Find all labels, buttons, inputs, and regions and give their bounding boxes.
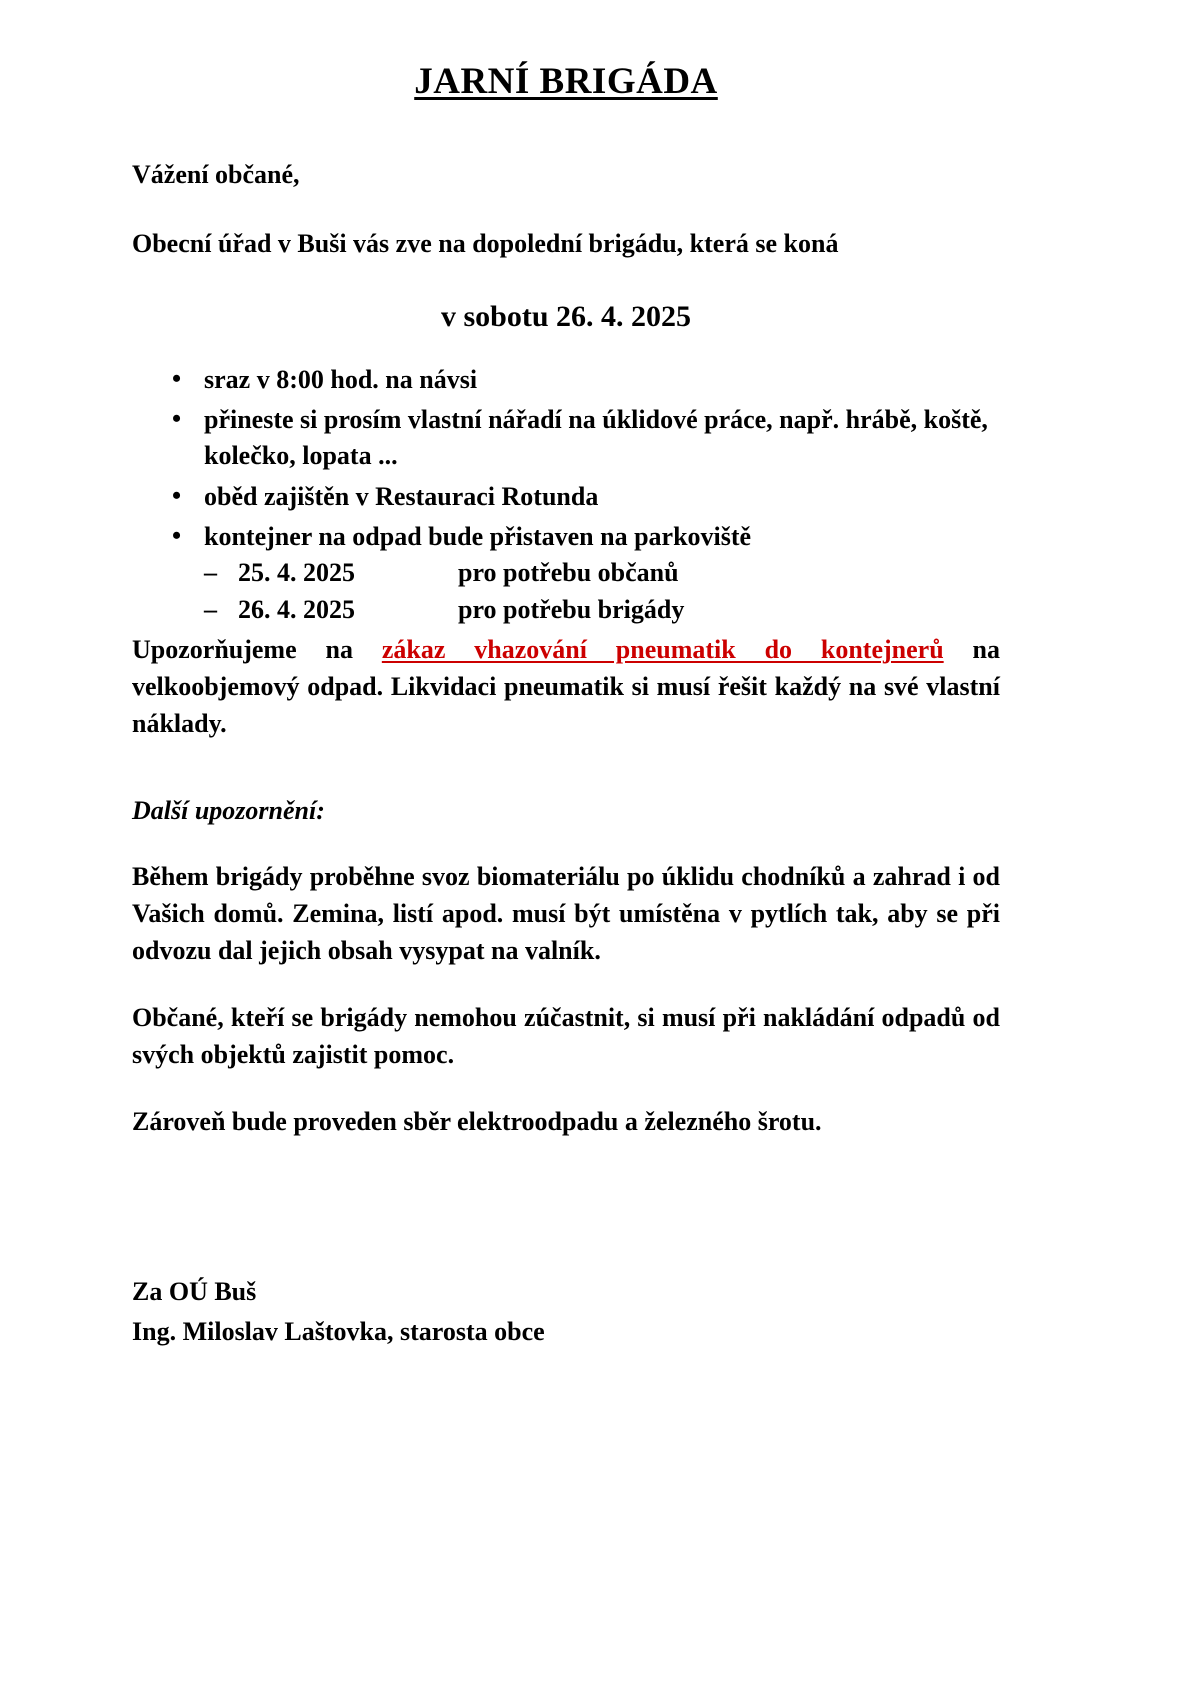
container-schedule-purpose: pro potřebu občanů <box>458 558 679 588</box>
invitation-line: Obecní úřad v Buši vás zve na dopolední brigádu, která se koná <box>132 228 839 258</box>
signature-office: Za OÚ Buš <box>132 1277 257 1306</box>
tire-warning-paragraph <box>132 632 1000 743</box>
list-item <box>132 402 1000 475</box>
event-date-heading: v sobotu 26. 4. 2025 <box>440 299 692 333</box>
container-schedule-row <box>204 592 1000 628</box>
instructions-list <box>132 362 1000 629</box>
list-item-label: kontejner na odpad bude přistaven na parkoviště <box>204 522 752 552</box>
list-item <box>132 519 1000 628</box>
signature-name: Ing. Miloslav Laštovka, starosta obce <box>132 1317 545 1347</box>
container-schedule-purpose: pro potřebu brigády <box>458 594 685 624</box>
notice-paragraph-1: Během brigády proběhne svoz biomateriálu po úklidu chodníků a zahrad i od Vašich domů. Zemina, listí apod. musí být umístěna v pytlích tak, aby se při odvozu dal jejich obsah vysypat na valník. <box>132 862 1000 966</box>
signature-block <box>132 1272 545 1353</box>
tire-warning-lead: Upozorňujeme na <box>132 635 382 665</box>
tire-warning-highlight: zákaz vhazování pneumatik do kontejnerů <box>381 635 944 665</box>
list-item <box>132 479 1000 515</box>
container-schedule-date: 26. 4. 2025 <box>238 594 355 624</box>
list-item-label: sraz v 8:00 hod. na návsi <box>204 364 478 394</box>
page-title <box>132 62 1000 103</box>
container-schedule-date: 25. 4. 2025 <box>238 558 355 588</box>
notice-paragraph-2: Občané, kteří se brigády nemohou zúčastnit, si musí při nakládání odpadů od svých objektů zajistit pomoc. <box>132 1003 1000 1069</box>
tire-warning-tail: na velkoobjemový odpad. Likvidaci pneumatik si musí řešit každý na své vlastní náklady. <box>132 635 1000 739</box>
list-item <box>132 362 1000 398</box>
document-body <box>132 0 1000 1141</box>
container-schedule-list <box>204 555 1000 628</box>
notice-paragraph-3: Zároveň bude proveden sběr elektroodpadu a železného šrotu. <box>132 1106 822 1136</box>
greeting-line: Vážení občané, <box>132 159 300 189</box>
container-schedule-row <box>204 555 1000 591</box>
page-title-text: JARNÍ BRIGÁDA <box>414 61 718 102</box>
further-notice-label: Další upozornění: <box>132 795 325 825</box>
list-item-label: přineste si prosím vlastní nářadí na úklidové práce, např. hrábě, koště, kolečko, lopata ... <box>204 404 988 471</box>
list-item-label: oběd zajištěn v Restauraci Rotunda <box>204 481 599 511</box>
